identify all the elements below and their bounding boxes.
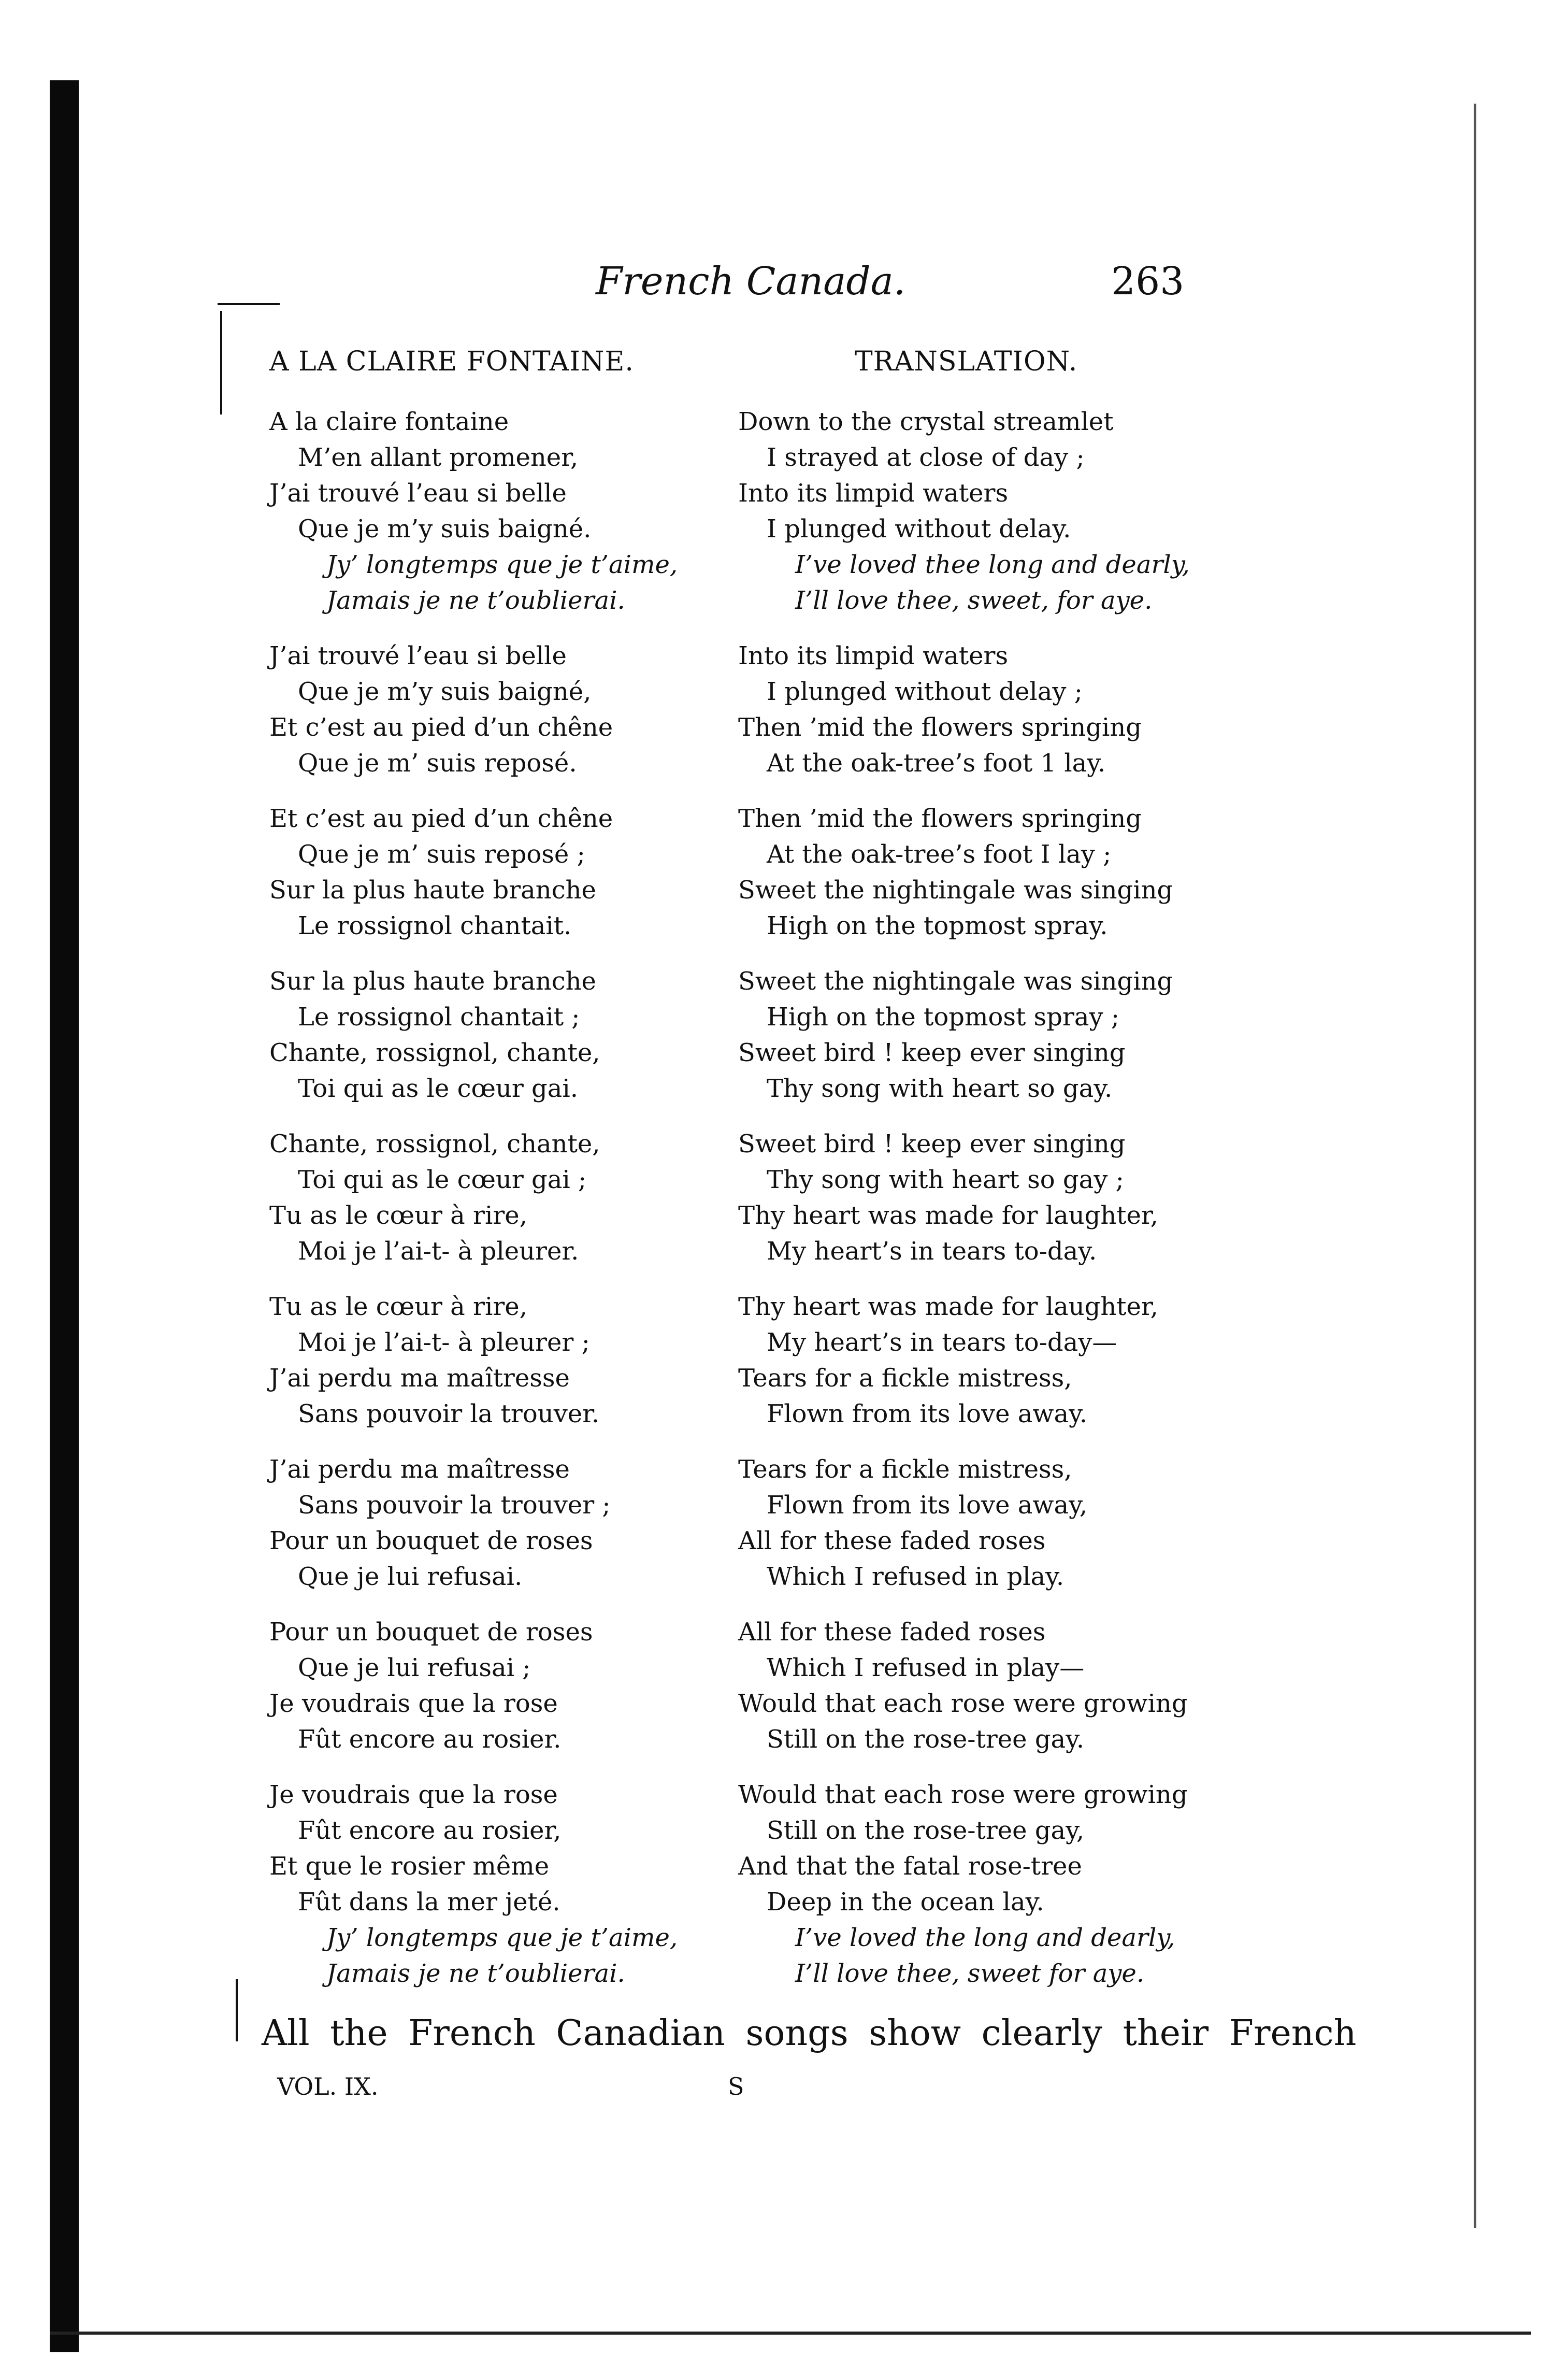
verse-line: Et c’est au pied d’un chêne xyxy=(269,804,613,833)
verse-line: J’ai trouvé l’eau si belle xyxy=(269,641,567,670)
verse-line: I strayed at close of day ; xyxy=(767,443,1085,472)
verse-line: My heart’s in tears to-day. xyxy=(767,1237,1097,1266)
stanza xyxy=(269,638,787,781)
verse-line: Would that each rose were growing xyxy=(738,1689,1188,1718)
english-translation-column xyxy=(738,404,1256,2011)
verse-line: Flown from its love away. xyxy=(767,1399,1088,1428)
verse-line: Fût encore au rosier, xyxy=(298,1816,562,1845)
verse-line: Thy song with heart so gay ; xyxy=(767,1165,1124,1194)
verse-line: Thy heart was made for laughter, xyxy=(738,1292,1158,1321)
page-number: 263 xyxy=(1111,259,1185,304)
footer-signature: S xyxy=(728,2072,744,2100)
verse-line: Sweet the nightingale was singing xyxy=(738,967,1173,996)
verse-line: Toi qui as le cœur gai ; xyxy=(298,1165,587,1194)
french-lyrics-column xyxy=(269,404,787,2011)
stanza xyxy=(269,1289,787,1432)
verse-line: Still on the rose-tree gay. xyxy=(767,1725,1085,1754)
verse-line: All for these faded roses xyxy=(738,1618,1046,1647)
verse-line: I plunged without delay. xyxy=(767,514,1071,544)
margin-bracket xyxy=(220,311,222,414)
verse-line: Then ’mid the flowers springing xyxy=(738,804,1142,833)
verse-line: Thy song with heart so gay. xyxy=(767,1074,1113,1103)
verse-line: Le rossignol chantait. xyxy=(298,911,572,940)
refrain-line: Jy’ longtemps que je t’aime, xyxy=(326,1923,678,1952)
verse-line: Down to the crystal streamlet xyxy=(738,407,1114,436)
verse-line: At the oak-tree’s foot I lay ; xyxy=(767,840,1112,869)
verse-line: Sweet the nightingale was singing xyxy=(738,876,1173,905)
stanza xyxy=(738,801,1256,944)
verse-line: I plunged without delay ; xyxy=(767,677,1083,706)
stanza xyxy=(738,1126,1256,1269)
verse-line: Sans pouvoir la trouver. xyxy=(298,1399,600,1428)
verse-line: High on the topmost spray. xyxy=(767,911,1108,940)
left-column-title: A LA CLAIRE FONTAINE. xyxy=(269,346,634,377)
stanza xyxy=(269,964,787,1107)
stanza xyxy=(269,1777,787,1992)
verse-line: Tu as le cœur à rire, xyxy=(269,1201,527,1230)
verse-line: Into its limpid waters xyxy=(738,641,1009,670)
verse-line: Et que le rosier même xyxy=(269,1852,550,1881)
verse-line: Je voudrais que la rose xyxy=(269,1689,558,1718)
header-dash xyxy=(218,303,280,305)
verse-line: Still on the rose-tree gay, xyxy=(767,1816,1085,1845)
margin-bracket xyxy=(236,1979,238,2041)
stanza xyxy=(738,1289,1256,1432)
refrain-line: Jamais je ne t’oublierai. xyxy=(326,586,625,615)
scan-bottom-edge xyxy=(50,2332,1531,2335)
verse-line: Thy heart was made for laughter, xyxy=(738,1201,1158,1230)
verse-line: Chante, rossignol, chante, xyxy=(269,1038,600,1067)
verse-line: Toi qui as le cœur gai. xyxy=(298,1074,578,1103)
stanza xyxy=(269,801,787,944)
stanza xyxy=(269,1126,787,1269)
stanza xyxy=(738,964,1256,1107)
stanza xyxy=(738,1614,1256,1757)
stanza xyxy=(738,1777,1256,1992)
verse-line: Moi je l’ai-t- à pleurer ; xyxy=(298,1328,590,1357)
verse-line: Then ’mid the flowers springing xyxy=(738,713,1142,742)
verse-line: Que je lui refusai. xyxy=(298,1562,523,1591)
verse-line: Sur la plus haute branche xyxy=(269,876,596,905)
verse-line: A la claire fontaine xyxy=(269,407,509,436)
verse-line: And that the fatal rose-tree xyxy=(738,1852,1082,1881)
verse-line: Into its limpid waters xyxy=(738,479,1009,508)
stanza xyxy=(269,1452,787,1595)
verse-line: Que je lui refusai ; xyxy=(298,1653,531,1682)
verse-line: Chante, rossignol, chante, xyxy=(269,1130,600,1159)
verse-line: All for these faded roses xyxy=(738,1526,1046,1555)
body-paragraph-line: All the French Canadian songs show clearly their French xyxy=(262,2013,1357,2054)
verse-line: At the oak-tree’s foot 1 lay. xyxy=(767,749,1106,778)
refrain-line: I’ll love thee, sweet for aye. xyxy=(795,1959,1145,1988)
verse-line: Tears for a fickle mistress, xyxy=(738,1455,1072,1484)
verse-line: Et c’est au pied d’un chêne xyxy=(269,713,613,742)
verse-line: Deep in the ocean lay. xyxy=(767,1888,1044,1917)
refrain-line: I’ve loved thee long and dearly, xyxy=(795,550,1190,579)
verse-line: My heart’s in tears to-day— xyxy=(767,1328,1117,1357)
verse-line: Que je m’ suis reposé. xyxy=(298,749,577,778)
refrain-line: I’ll love thee, sweet, for aye. xyxy=(795,586,1153,615)
stanza xyxy=(269,404,787,619)
refrain-line: I’ve loved the long and dearly, xyxy=(795,1923,1175,1952)
stanza xyxy=(269,1614,787,1757)
verse-line: Moi je l’ai-t- à pleurer. xyxy=(298,1237,579,1266)
stanza xyxy=(738,404,1256,619)
verse-line: Je voudrais que la rose xyxy=(269,1780,558,1809)
verse-line: Que je m’y suis baigné. xyxy=(298,514,592,544)
verse-line: Which I refused in play— xyxy=(767,1653,1085,1682)
verse-line: Sweet bird ! keep ever singing xyxy=(738,1038,1126,1067)
verse-line: Sweet bird ! keep ever singing xyxy=(738,1130,1126,1159)
verse-line: Pour un bouquet de roses xyxy=(269,1526,593,1555)
verse-line: Que je m’y suis baigné, xyxy=(298,677,592,706)
verse-line: Flown from its love away, xyxy=(767,1491,1088,1520)
verse-line: Fût dans la mer jeté. xyxy=(298,1888,560,1917)
footer-volume: VOL. IX. xyxy=(277,2072,379,2100)
verse-line: Que je m’ suis reposé ; xyxy=(298,840,585,869)
right-column-title: TRANSLATION. xyxy=(855,346,1078,377)
stanza xyxy=(738,638,1256,781)
refrain-line: Jy’ longtemps que je t’aime, xyxy=(326,550,678,579)
verse-line: J’ai perdu ma maîtresse xyxy=(269,1364,570,1393)
verse-line: Sur la plus haute branche xyxy=(269,967,596,996)
verse-line: J’ai trouvé l’eau si belle xyxy=(269,479,567,508)
verse-line: Which I refused in play. xyxy=(767,1562,1064,1591)
verse-line: Sans pouvoir la trouver ; xyxy=(298,1491,611,1520)
verse-line: Fût encore au rosier. xyxy=(298,1725,562,1754)
verse-line: Pour un bouquet de roses xyxy=(269,1618,593,1647)
scan-binding-edge xyxy=(50,80,79,2352)
verse-line: Tears for a fickle mistress, xyxy=(738,1364,1072,1393)
verse-line: Le rossignol chantait ; xyxy=(298,1003,580,1032)
scan-right-edge xyxy=(1474,104,1476,2228)
verse-line: High on the topmost spray ; xyxy=(767,1003,1120,1032)
running-title: French Canada. xyxy=(596,259,906,304)
refrain-line: Jamais je ne t’oublierai. xyxy=(326,1959,625,1988)
verse-line: Tu as le cœur à rire, xyxy=(269,1292,527,1321)
verse-line: Would that each rose were growing xyxy=(738,1780,1188,1809)
stanza xyxy=(738,1452,1256,1595)
verse-line: M’en allant promener, xyxy=(298,443,579,472)
verse-line: J’ai perdu ma maîtresse xyxy=(269,1455,570,1484)
